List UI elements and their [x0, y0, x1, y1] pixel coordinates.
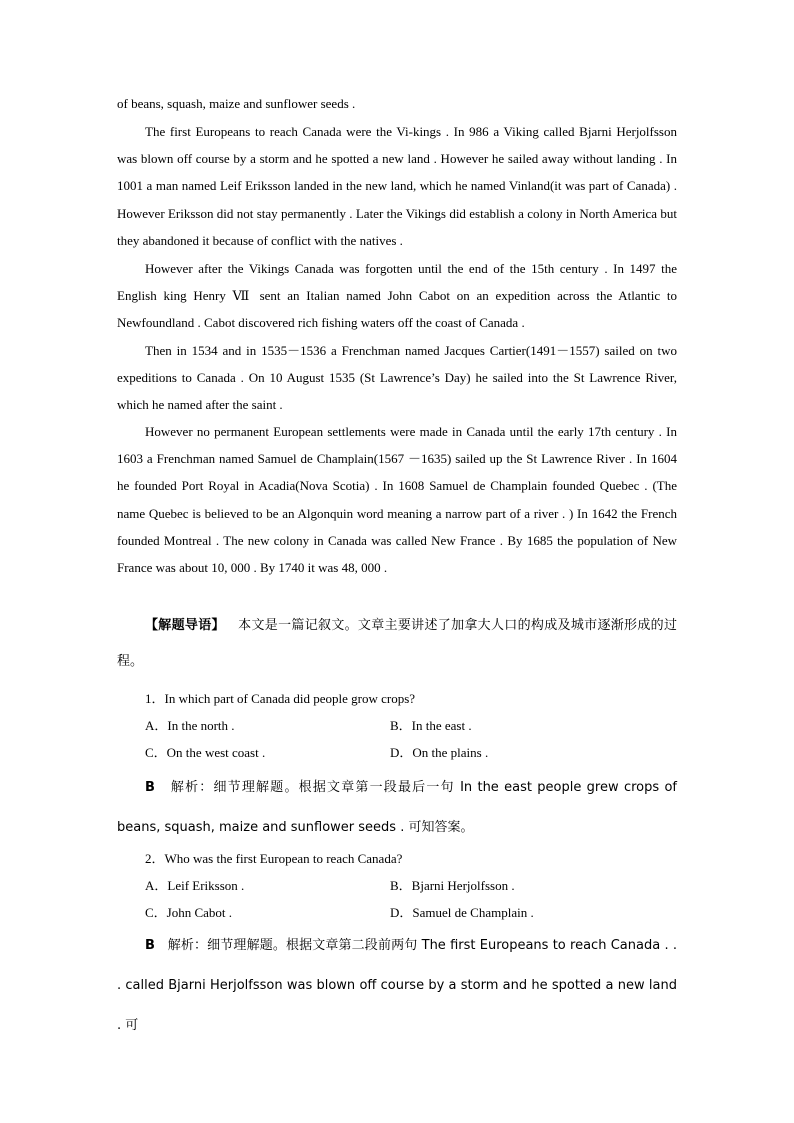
guide-text: 本文是一篇记叙文。文章主要讲述了加拿大人口的构成及城市逐渐形成的过程。 [117, 618, 677, 669]
question-1-answer-letter: B [145, 780, 155, 795]
question-1-stem: 1．In which part of Canada did people grow crops? [145, 691, 416, 706]
passage-paragraph-4: However no permanent European settlements were made in Canada until the early 17th century . In 1603 a Frenchman named Samuel de Champlain(1567 －1635) sailed up the St Lawrence River . In 1604 he founded Port Royal in Acadia(Nova Scotia) . In 1608 Samuel de Champlain founded Quebec . (The name Quebec is believed to be an Algonquin word meaning a narrow part of a river . ) In 1642 the French founded Montreal . The new colony in Canada was called New France . By 1685 the population of New France was about 10, 000 . By 1740 it was 48, 000 . [117, 424, 677, 576]
question-2-option-b: B．Bjarni Herjolfsson . [390, 878, 515, 893]
question-1-option-a: A．In the north . [145, 718, 235, 733]
question-2-answer-letter: B [145, 938, 155, 953]
passage-paragraph-0: of beans, squash, maize and sunflower seeds . [117, 96, 356, 111]
question-2-option-a: A．Leif Eriksson . [145, 878, 245, 893]
question-2-option-c: C．John Cabot . [145, 905, 233, 920]
passage-paragraph-3: Then in 1534 and in 1535－1536 a Frenchman named Jacques Cartier(1491－1557) sailed on two expeditions to Canada . On 10 August 1535 (St Lawrence’s Day) he sailed into the St Lawrence River, which he named after the saint . [117, 343, 677, 413]
question-2-stem: 2．Who was the first European to reach Canada? [145, 851, 403, 866]
passage-paragraph-2: However after the Vikings Canada was forgotten until the end of the 15th century . In 1497 the English king Henry Ⅶ sent an Italian named John Cabot on an expedition across the Atlantic to Newfoundland . Cabot discovered rich fishing waters off the coast of Canada . [117, 261, 677, 331]
question-1-option-d: D．On the plains . [390, 745, 489, 760]
solution-guide [117, 608, 677, 680]
guide-label: 【解题导语】 [145, 618, 225, 633]
question-2-option-d: D．Samuel de Champlain . [390, 905, 534, 920]
passage-paragraph-1: The first Europeans to reach Canada were the Vi-kings . In 986 a Viking called Bjarni Herjolfsson was blown off course by a storm and he spotted a new land . However he sailed away without landing . In 1001 a man named Leif Eriksson landed in the new land, which he named Vinland(it was part of Canada) . However Eriksson did not stay permanently . Later the Vikings did establish a colony in North America but they abandoned it because of conflict with the natives . [117, 124, 677, 248]
question-1-analysis: 解析：细节理解题。根据文章第一段最后一句 In the east people grew crops of beans, squash, maize and sunflower seeds . 可知答案。 [117, 780, 677, 835]
question-2-answer [117, 926, 677, 1046]
question-1-answer [117, 768, 677, 848]
question-1-option-b: B．In the east . [390, 718, 472, 733]
question-2-analysis: 解析：细节理解题。根据文章第二段前两句 The first Europeans to reach Canada . . . called Bjarni Herjolfsson was blown off course by a storm and he spotted a new land . 可 [117, 938, 677, 1033]
question-1-option-c: C．On the west coast . [145, 745, 266, 760]
